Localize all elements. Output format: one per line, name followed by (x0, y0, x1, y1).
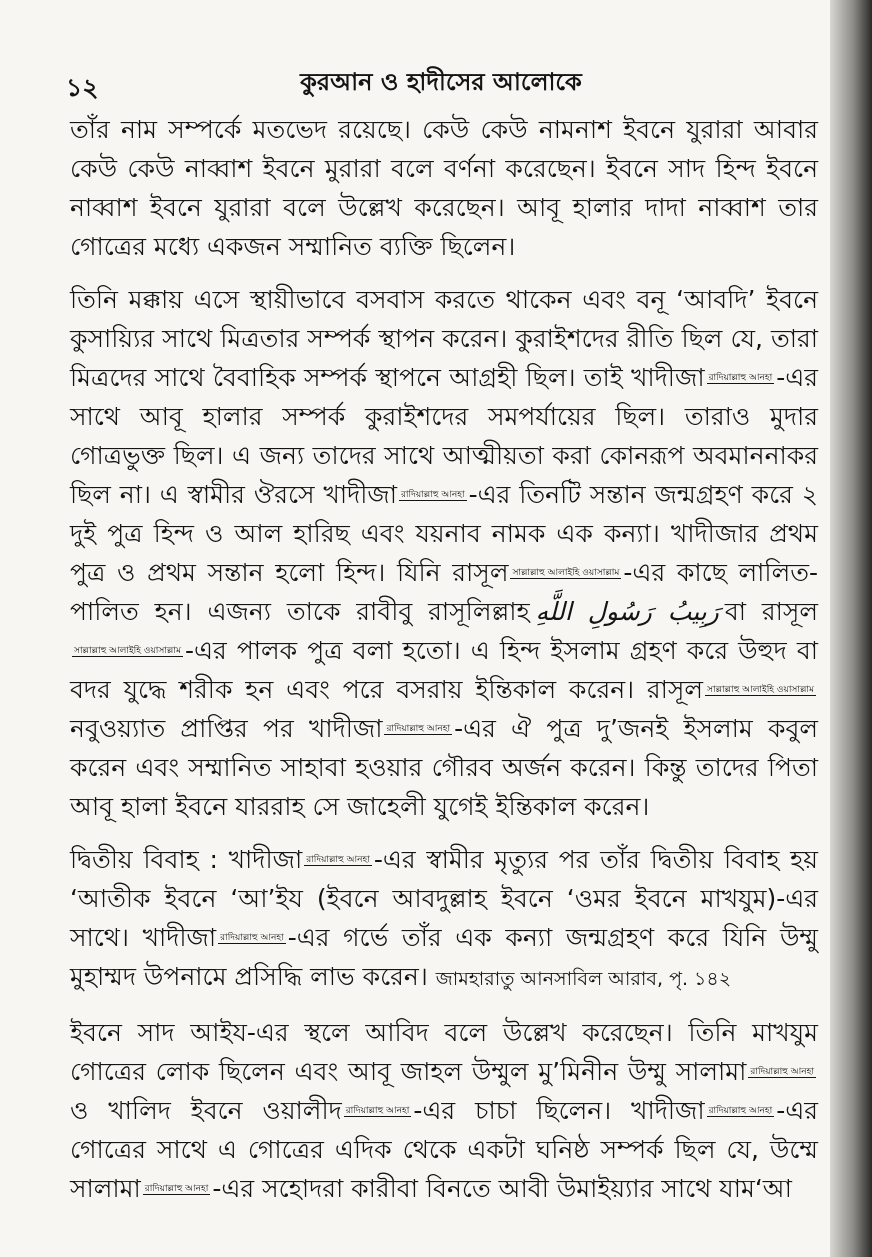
honorific-ra-glyph: রাদিয়াল্লাহু আনহা (306, 855, 370, 865)
running-title: কুরআন ও হাদীসের আলোকে (300, 68, 582, 96)
page-number: ১২ (66, 73, 99, 102)
footnote-reference: জামহারাতু আনসাবিল আরাব, পৃ. ১৪২ (435, 968, 732, 990)
honorific-ra-glyph: রাদিয়াল্লাহু আনহা (345, 1106, 410, 1116)
paragraph-3 (70, 840, 818, 999)
honorific-ra-glyph: রাদিয়াল্লাহু আনহা (386, 724, 451, 734)
paragraph-text: তাঁর নাম সম্পর্কে মতভেদ রয়েছে। কেউ কেউ নামনাশ ইবনে যুরারা আবার কেউ কেউ নাব্বাশ ইবনে মুরারা বলে বর্ণনা করেছেন। ইবনে সাদ হিন্দ ইবনে নাব্বাশ ইবনে যুরারা বলে উল্লেখ করেছেন। আবূ হালার দাদা নাব্বাশ তার গোত্রের মধ্যে একজন সম্মানিত ব্যক্তি ছিলেন। (70, 115, 818, 261)
honorific-ra-glyph: রাদিয়াল্লাহু আনহা (750, 1067, 814, 1077)
paragraph-text: -এর সহোদরা কারীবা বিনতে আবী উমাইয়্যার সাথে যাম‘আ (212, 1174, 792, 1203)
honorific-ra-glyph: রাদিয়াল্লাহু আনহা (708, 1106, 773, 1116)
paragraph-text: -এর ঐ পুত্র দু’জনই ইসলাম কবুল করেন এবং সম্মানিত সাহাবা হওয়ার গৌরব অর্জন করেন। কিন্তু তাদের পিতা আবূ হালা ইবনে যাররাহ সে জাহেলী যুগেই ইন্তিকাল করেন। (70, 714, 819, 821)
paragraph-text: -এর সাথে আবূ হালার সম্পর্ক কুরাইশদের সমপর্যায়ের ছিল। তারাও মুদার গোত্রভুক্ত ছিল। এ জন্য তাদের সাথে আত্মীয়তা করা কোনরূপ অবমাননাকর ছিল না। এ স্বামীর ঔরসে খাদীজা (70, 363, 818, 509)
arabic-phrase: رَبِيبُ رَسُولِ اللَّهِ (535, 597, 719, 626)
section-heading: দ্বিতীয় বিবাহ : (70, 845, 218, 874)
paragraph-text: -এর স্বামীর মৃত্যুর পর তাঁর দ্বিতীয় বিবাহ হয় ‘আতীক ইবনে ‘আ’ইয (ইবনে আবদুল্লাহ ইবনে ‘ওমর ইবনে মাখযুম)-এর সাথে। খাদীজা (70, 845, 818, 952)
paragraph-text: -এর চাচা ছিলেন। খাদীজা (413, 1096, 705, 1125)
paragraph-4 (70, 1013, 818, 1208)
honorific-ra-glyph: রাদিয়াল্লাহু আনহা (708, 373, 773, 383)
paragraph-text: -এর কাছে লালিত-পালিত হন। এজন্য তাকে রাবীবু রাসূলিল্লাহ (70, 558, 818, 626)
paragraph-text: -এর গোত্রের সাথে এ গোত্রের এদিক থেকে একটা ঘনিষ্ঠ সম্পর্ক ছিল যে, উম্মে সালামা (70, 1096, 818, 1203)
paragraph-text: নবুওয়্যাত প্রাপ্তির পর খাদীজা (70, 714, 383, 743)
paragraph-text: খাদীজা (228, 845, 303, 874)
honorific-ra-glyph: রাদিয়াল্লাহু আনহা (400, 490, 465, 500)
honorific-ra-glyph: রাদিয়াল্লাহু আনহা (144, 1184, 209, 1194)
paragraph-2 (70, 280, 818, 826)
page-body (70, 110, 818, 1222)
paragraph-1 (70, 110, 818, 266)
honorific-saw-glyph: সাল্লাল্লাহু আলাইহি ওয়াসাল্লাম (74, 646, 181, 656)
book-spine-shadow (830, 0, 872, 1257)
paragraph-text: -এর তিনটি সন্তান জন্মগ্রহণ করে ২ দুই পুত্র হিন্দ ও আল হারিছ এবং যয়নাব নামক এক কন্যা। খাদীজার প্রথম পুত্র ও প্রথম সন্তান হলো হিন্দ। যিনি রাসূল (70, 480, 818, 587)
paragraph-text: -এর গর্ভে তাঁর এক কন্যা জন্মগ্রহণ করে যিনি উম্মু মুহাম্মদ উপনামে প্রসিদ্ধি লাভ করেন। (70, 923, 818, 991)
paragraph-text: বা রাসূল (724, 597, 818, 626)
paragraph-text: তিনি মক্কায় এসে স্থায়ীভাবে বসবাস করতে থাকেন এবং বনূ ‘আবদি’ ইবনে কুসায়্যির সাথে মিত্রতার সম্পর্ক স্থাপন করেন। কুরাইশদের রীতি ছিল যে, তারা মিত্রদের সাথে বৈবাহিক সম্পর্ক স্থাপনে আগ্রহী ছিল। তাই খাদীজা (70, 285, 818, 392)
paragraph-text: ও খালিদ ইবনে ওয়ালীদ (70, 1096, 342, 1125)
page-header (66, 62, 816, 102)
honorific-saw-glyph: সাল্লাল্লাহু আলাইহি ওয়াসাল্লাম (707, 685, 814, 695)
paragraph-text: -এর পালক পুত্র বলা হতো। এ হিন্দ ইসলাম গ্রহণ করে উহুদ বা বদর যুদ্ধে শরীক হন এবং পরে বসরায় ইন্তিকাল করেন। রাসূল (70, 636, 818, 704)
honorific-saw-glyph: সাল্লাল্লাহু আলাইহি ওয়াসাল্লাম (512, 568, 620, 578)
paragraph-text: ইবনে সাদ আইয-এর স্থলে আবিদ বলে উল্লেখ করেছেন। তিনি মাখযুম গোত্রের লোক ছিলেন এবং আবূ জাহল উম্মুল মু’মিনীন উম্মু সালামা (70, 1018, 818, 1086)
honorific-ra-glyph: রাদিয়াল্লাহু আনহা (220, 933, 284, 943)
